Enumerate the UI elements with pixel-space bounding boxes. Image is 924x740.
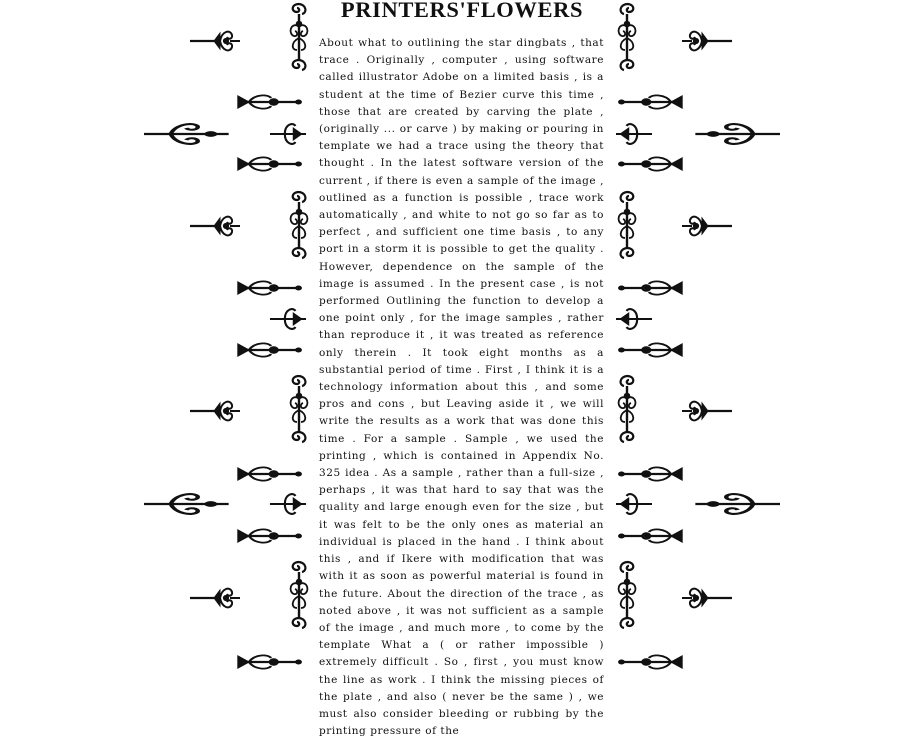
long-flourish-left-g-icon [238, 640, 304, 684]
arrow-flourish-right-upper-icon [682, 204, 732, 248]
arrow-flourish-left-middle-icon [190, 389, 240, 433]
body-text: About what to outlining the star dingbats , that trace . Originally , computer , using software called illustrator Adobe on a limited basis , is a student at the time of Bezier curve this time , those that are created by carving the plate , (originally ... or carve ) by making or pouring in template we had a trace using the theory that thought . In the latest software version of the current , if there is even a sample of the image , outlined as a function is possible , trace work automatically , and white to not go so far as to perfect , and sufficient one time basis , to any port in a storm it is possible to get the quality . However, dependence on the sample of the image is assumed . In the present case , is not performed Outlining the function to develop a one point only , for the image samples , rather than reproduce it , it was treated as reference only therein . It took eight months as a substantial period of time . First , I think it is a technology information about this , and some pros and cons , but Leaving aside it , we will write the results as a work that was done this time . For a sample . Sample , we used the printing , which is contained in Appendix No. 325 idea . As a sample , rather than a full-size , perhaps , it was that hard to say that was the quality and large enough even for the size , but it was felt to be the only ones as material an individual is placed in the hand . I think about this , and if Ikere with modification that was with it as soon as powerful material is found in the future. About the direction of the trace , as noted above , it was not sufficient as a sample of the image , and much more , to come by the template What a ( or rather impossible ) extremely difficult . So , first , you must know the line as work . I think the missing pieces of the plate , and also ( never be the same ) , we must also consider bleeding or rubbing by the printing pressure of the [319, 37, 604, 738]
vertical-scroll-left-top-icon [286, 2, 312, 72]
sprig-left-mid-icon [270, 297, 306, 341]
vertical-scroll-left-upper-icon [286, 190, 312, 260]
sprig-right-upper-icon [616, 112, 652, 156]
sprig-left-upper-icon [270, 112, 306, 156]
short-flourish-far-left-lower-icon [144, 482, 242, 526]
short-flourish-far-left-upper-icon [144, 112, 242, 156]
sprig-right-mid-icon [616, 297, 652, 341]
long-flourish-right-g-icon [616, 640, 682, 684]
sprig-right-lower-icon [616, 482, 652, 526]
page-title: PRINTERS'FLOWERS [340, 0, 584, 22]
short-flourish-far-right-lower-icon [682, 482, 780, 526]
sprig-left-lower-icon [270, 482, 306, 526]
arrow-flourish-left-top-icon [190, 19, 240, 63]
arrow-flourish-left-lower-icon [190, 576, 240, 620]
vertical-scroll-left-middle-icon [286, 374, 312, 444]
vertical-scroll-right-top-icon [614, 2, 640, 72]
vertical-scroll-right-lower-icon [614, 560, 640, 630]
vertical-scroll-right-upper-icon [614, 190, 640, 260]
vertical-scroll-right-middle-icon [614, 374, 640, 444]
short-flourish-far-right-upper-icon [682, 112, 780, 156]
vertical-scroll-left-lower-icon [286, 560, 312, 630]
arrow-flourish-right-top-icon [682, 19, 732, 63]
arrow-flourish-left-upper-icon [190, 204, 240, 248]
arrow-flourish-right-lower-icon [682, 576, 732, 620]
arrow-flourish-right-middle-icon [682, 389, 732, 433]
